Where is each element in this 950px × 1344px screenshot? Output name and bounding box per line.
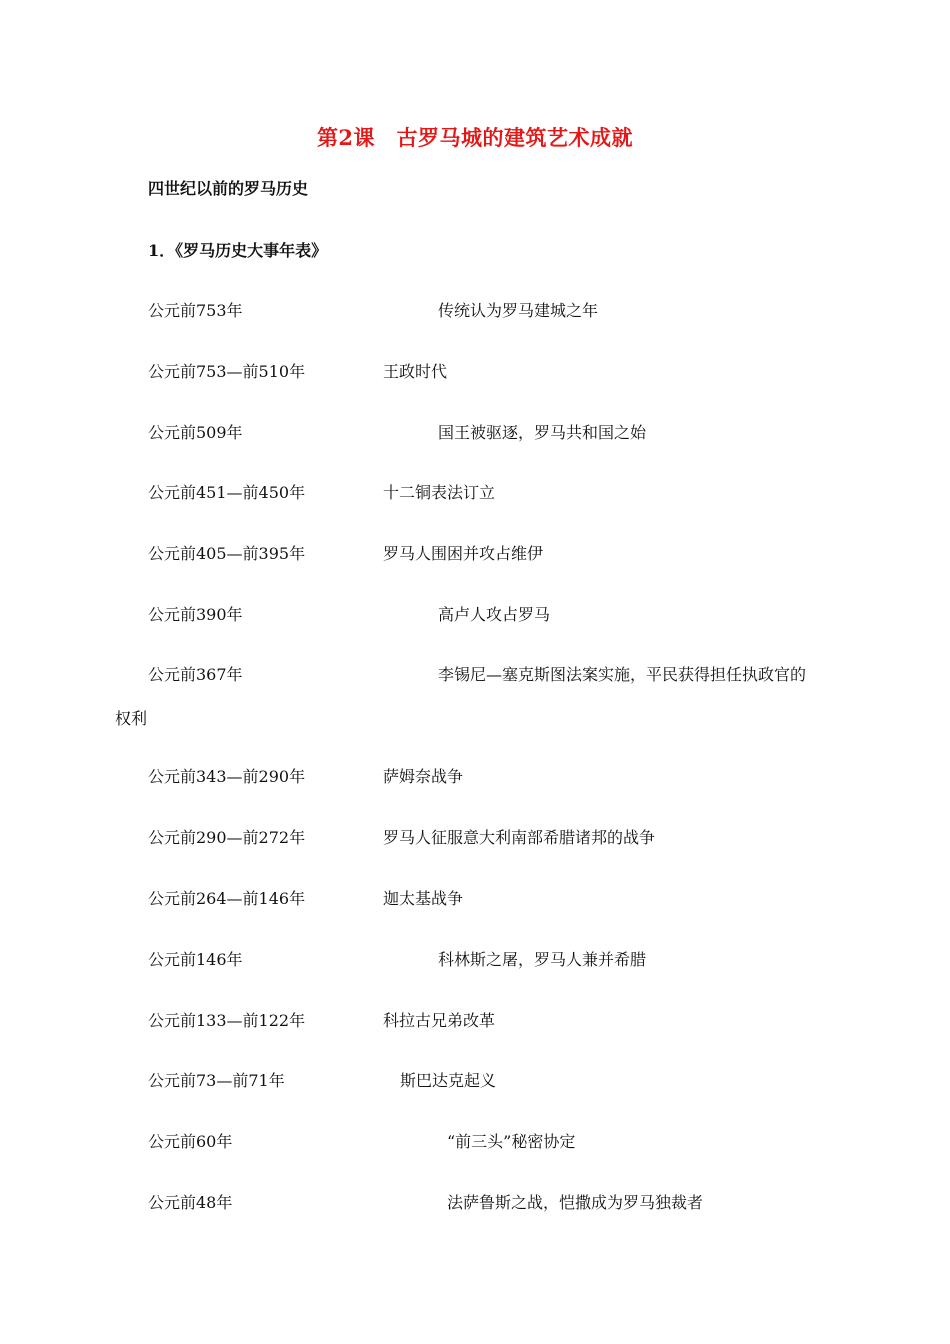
timeline-event: 王政时代 <box>383 362 448 381</box>
timeline-event: 国王被驱逐，罗马共和国之始 <box>438 423 647 442</box>
timeline-event: 高卢人攻占罗马 <box>438 605 551 624</box>
timeline-event: 科拉古兄弟改革 <box>383 1011 496 1030</box>
timeline-event: 萨姆奈战争 <box>383 767 464 786</box>
timeline-event: 罗马人征服意大利南部希腊诸邦的战争 <box>383 828 656 847</box>
timeline-row <box>0 1190 950 1214</box>
timeline-row <box>0 1008 950 1032</box>
section-heading: 四世纪以前的罗马历史 <box>148 179 309 198</box>
timeline-event: 罗马人围困并攻占维伊 <box>383 544 544 563</box>
timeline-date: 公元前264—前146年 <box>148 889 306 908</box>
timeline-event: 十二铜表法订立 <box>383 483 496 502</box>
timeline-date: 公元前146年 <box>148 950 243 969</box>
timeline-date: 公元前451—前450年 <box>148 483 306 502</box>
timeline-event: “前三头”秘密协定 <box>447 1132 576 1151</box>
timeline-date: 公元前133—前122年 <box>148 1011 306 1030</box>
timeline-row <box>0 359 950 383</box>
timeline-event: 迦太基战争 <box>383 889 464 908</box>
timeline-row <box>0 298 950 322</box>
timeline-row <box>0 420 950 444</box>
timeline-event: 科林斯之屠，罗马人兼并希腊 <box>438 950 647 969</box>
timeline-date: 公元前390年 <box>148 605 243 624</box>
timeline-date: 公元前343—前290年 <box>148 767 306 786</box>
timeline-row <box>0 764 950 788</box>
timeline-row <box>0 1129 950 1153</box>
timeline-event-continuation: 权利 <box>115 709 148 728</box>
timeline-date: 公元前509年 <box>148 423 243 442</box>
timeline-date: 公元前60年 <box>148 1132 233 1151</box>
timeline-row <box>0 541 950 565</box>
timeline-date: 公元前753—前510年 <box>148 362 306 381</box>
timeline-date: 公元前73—前71年 <box>148 1071 285 1090</box>
timeline-row <box>0 480 950 504</box>
timeline-row <box>0 947 950 971</box>
timeline-event: 斯巴达克起义 <box>400 1071 497 1090</box>
timeline-heading: 1．《罗马历史大事年表》 <box>148 241 328 260</box>
timeline-row <box>0 602 950 626</box>
timeline-date: 公元前753年 <box>148 301 243 320</box>
timeline-row <box>0 825 950 849</box>
timeline-date: 公元前48年 <box>148 1193 233 1212</box>
timeline-row <box>0 662 950 686</box>
timeline-event: 传统认为罗马建城之年 <box>438 301 599 320</box>
timeline-date: 公元前290—前272年 <box>148 828 306 847</box>
timeline-date: 公元前405—前395年 <box>148 544 306 563</box>
lesson-title: 第2课 古罗马城的建筑艺术成就 <box>316 125 634 150</box>
timeline-date: 公元前367年 <box>148 665 243 684</box>
timeline-row <box>0 886 950 910</box>
timeline-event: 法萨鲁斯之战，恺撒成为罗马独裁者 <box>447 1193 704 1212</box>
timeline-event: 李锡尼—塞克斯图法案实施，平民获得担任执政官的 <box>438 665 807 684</box>
timeline-row <box>0 1068 950 1092</box>
